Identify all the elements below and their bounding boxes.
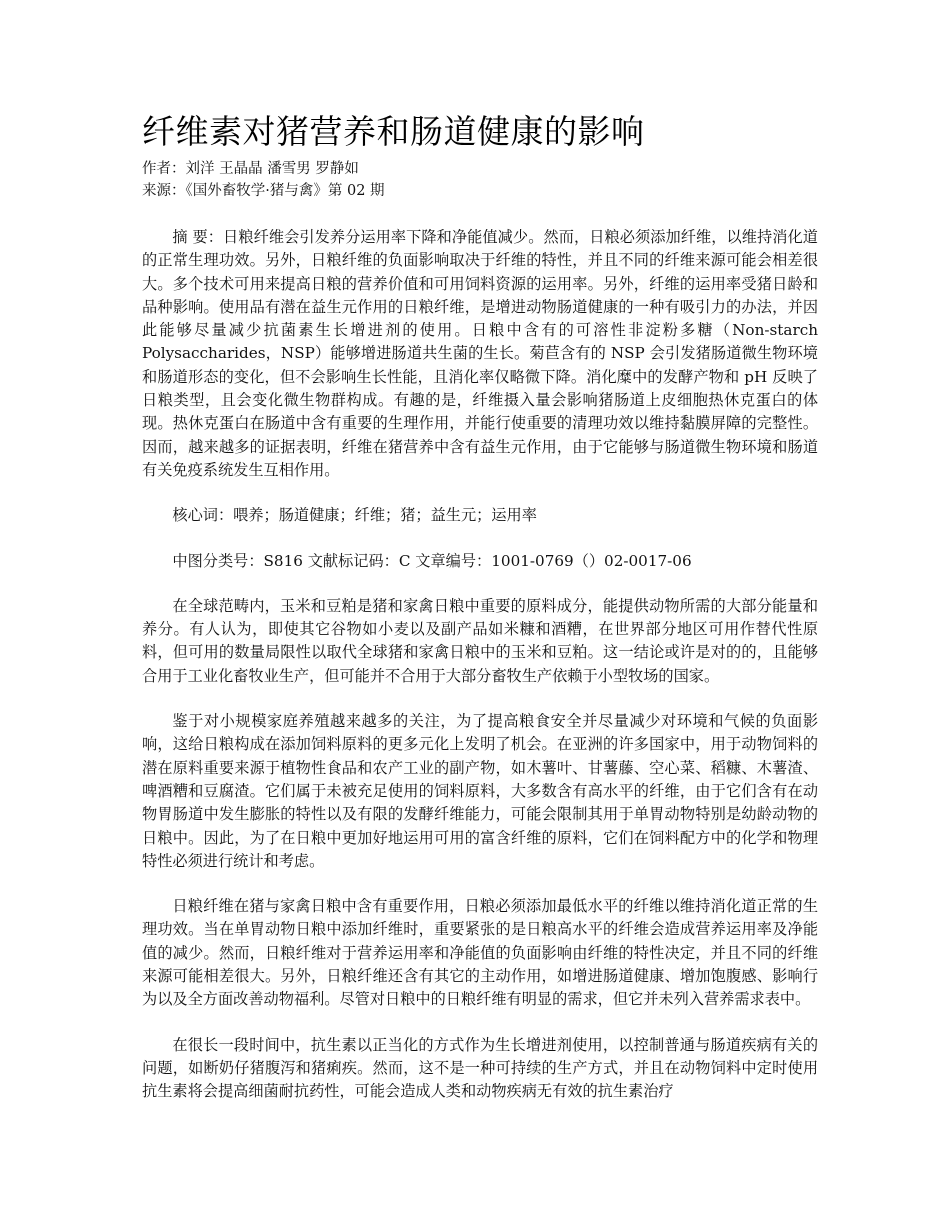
body-paragraph: 鉴于对小规模家庭养殖越来越多的关注，为了提高粮食安全并尽量减少对环境和气候的负面影响，这给日粮构成在添加饲料原料的更多元化上发明了机会。在亚洲的许多国家中，用于动物饲料的潜在原料重要来源于植物性食品和农产工业的副产物，如木薯叶、甘薯藤、空心菜、稻糠、木薯渣、啤酒糟和豆腐渣。它们属于未被充足使用的饲料原料，大多数含有高水平的纤维，由于它们含有在动物胃肠道中发生膨胀的特性以及有限的发酵纤维能力，可能会限制其用于单胃动物特别是幼龄动物的日粮中。因此，为了在日粮中更加好地运用可用的富含纤维的原料，它们在饲料配方中的化学和物理特性必须进行统计和考虑。 (142, 712, 818, 870)
body-paragraph: 日粮纤维在猪与家禽日粮中含有重要作用，日粮必须添加最低水平的纤维以维持消化道正常的生理功效。当在单胃动物日粮中添加纤维时，重要紧张的是日粮高水平的纤维会造成营养运用率及净能值的减少。然而，日粮纤维对于营养运用率和净能值的负面影响由纤维的特性决定，并且不同的纤维来源可能相差很大。另外，日粮纤维还含有其它的主动作用，如增进肠道健康、增加饱腹感、影响行为以及全方面改善动物福利。尽管对日粮中的日粮纤维有明显的需求，但它并未列入营养需求表中。 (142, 897, 818, 1009)
article-authors: 作者：刘洋 王晶晶 潘雪男 罗静如 (142, 161, 359, 177)
body-paragraph: 在很长一段时间中，抗生素以正当化的方式作为生长增进剂使用，以控制普通与肠道疾病有关的问题，如断奶仔猪腹泻和猪痢疾。然而，这不是一种可持续的生产方式，并且在动物饲料中定时使用抗生素将会提高细菌耐抗药性，可能会造成人类和动物疾病无有效的抗生素治疗 (142, 1035, 818, 1101)
document-page (142, 110, 818, 1104)
body-paragraph: 在全球范畴内，玉米和豆粕是猪和家禽日粮中重要的原料成分，能提供动物所需的大部分能量和养分。有人认为，即使其它谷物如小麦以及副产品如米糠和酒糟，在世界部分地区可用作替代性原料，但可用的数量局限性以取代全球猪和家禽日粮中的玉米和豆粕。这一结论或许是对的的，且能够合用于工业化畜牧业生产，但可能并不合用于大部分畜牧生产依赖于小型牧场的国家。 (142, 596, 818, 685)
abstract-paragraph: 摘 要：日粮纤维会引发养分运用率下降和净能值减少。然而，日粮必须添加纤维，以维持消化道的正常生理功效。另外，日粮纤维的负面影响取决于纤维的特性，并且不同的纤维来源可能会相差很大。多个技术可用来提高日粮的营养价值和可用饲料资源的运用率。另外，纤维的运用率受猪日龄和品种影响。使用品有潜在益生元作用的日粮纤维，是增进动物肠道健康的一种有吸引力的办法，并因此能够尽量减少抗菌素生长增进剂的使用。日粮中含有的可溶性非淀粉多糖（Non-starch Polysaccharides，NSP）能够增进肠道共生菌的生长。菊苣含有的 NSP 会引发猪肠道微生物环境和肠道形态的变化，但不会影响生长性能，且消化率仅略微下降。消化糜中的发酵产物和 pH 反映了日粮类型，且会变化微生物群构成。有趣的是，纤维摄入量会影响猪肠道上皮细胞热休克蛋白的体现。热休克蛋白在肠道中含有重要的生理作用，并能行使重要的清理功效以维持黏膜屏障的完整性。因而，越来越多的证据表明，纤维在猪营养中含有益生元作用，由于它能够与肠道微生物环境和肠道有关免疫系统发生互相作用。 (142, 228, 818, 479)
classification-line: 中图分类号：S816 文献标记码：C 文章编号：1001-0769（）02-0017-06 (172, 551, 692, 570)
keywords-line: 核心词：喂养；肠道健康；纤维；猪；益生元；运用率 (172, 506, 537, 525)
article-source: 来源：《国外畜牧学·猪与禽》第 02 期 (142, 183, 385, 199)
article-title: 纤维素对猪营养和肠道健康的影响 (142, 112, 645, 151)
